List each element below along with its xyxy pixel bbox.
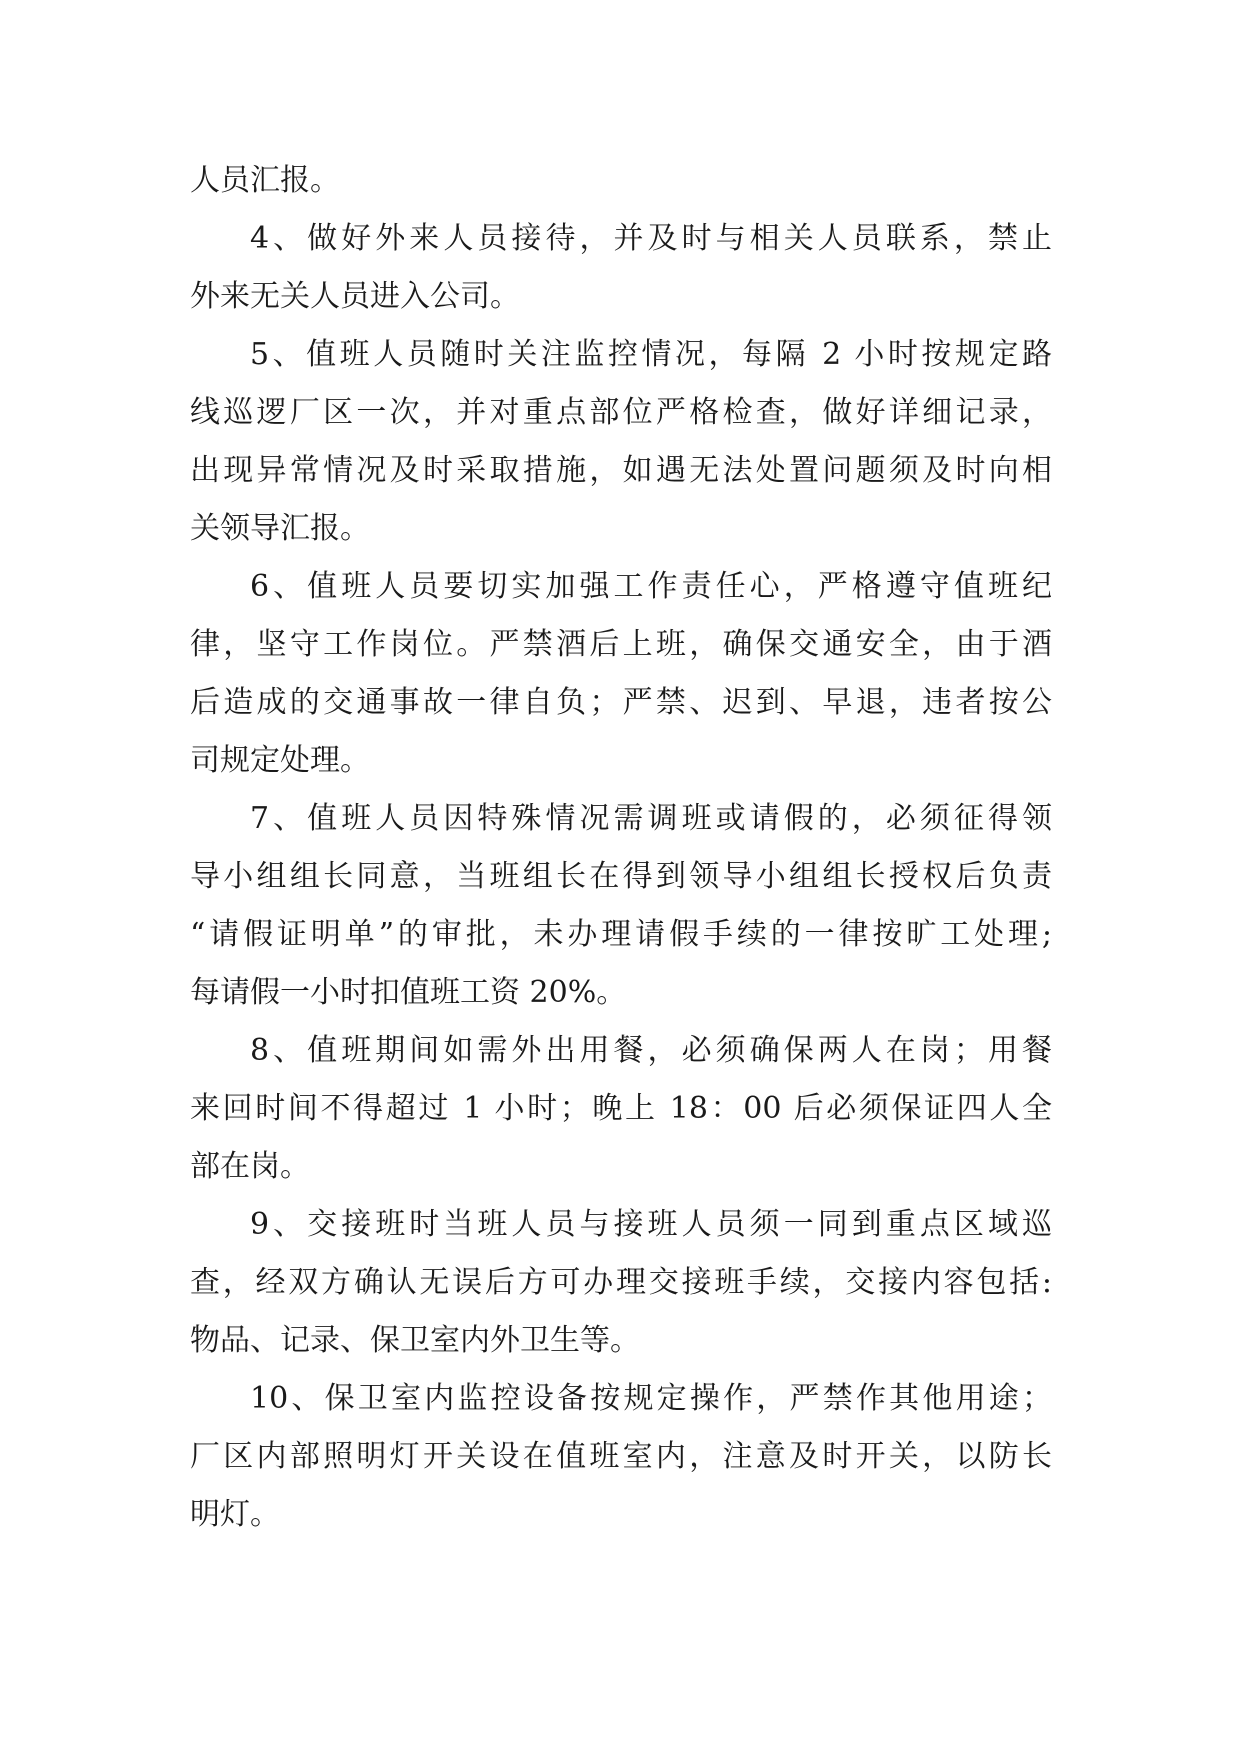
text-line: “请假证明单”的审批，未办理请假手续的一律按旷工处理; <box>190 917 1052 952</box>
text-line: 出现异常情况及时采取措施，如遇无法处置问题须及时向相 <box>190 453 1052 488</box>
text-line: 关领导汇报。 <box>190 511 370 546</box>
text-line: 9、交接班时当班人员与接班人员须一同到重点区域巡 <box>250 1207 1052 1242</box>
text-line: 10、保卫室内监控设备按规定操作，严禁作其他用途； <box>250 1381 1052 1416</box>
text-line: 8、值班期间如需外出用餐，必须确保两人在岗；用餐 <box>250 1033 1052 1068</box>
text-line: 律，坚守工作岗位。严禁酒后上班，确保交通安全，由于酒 <box>190 627 1052 662</box>
text-line: 来回时间不得超过 1 小时；晚上 18：00 后必须保证四人全 <box>190 1091 1052 1126</box>
text-line: 5、值班人员随时关注监控情况，每隔 2 小时按规定路 <box>250 337 1052 372</box>
text-line: 每请假一小时扣值班工资 20%。 <box>190 975 627 1010</box>
text-line: 物品、记录、保卫室内外卫生等。 <box>190 1323 640 1358</box>
text-line: 4、做好外来人员接待，并及时与相关人员联系，禁止 <box>250 221 1052 256</box>
text-line: 明灯。 <box>190 1497 280 1532</box>
text-line: 6、值班人员要切实加强工作责任心，严格遵守值班纪 <box>250 569 1052 604</box>
text-line: 部在岗。 <box>190 1149 310 1184</box>
document-body <box>190 152 1052 1544</box>
text-line: 外来无关人员进入公司。 <box>190 279 520 314</box>
text-line: 查，经双方确认无误后方可办理交接班手续，交接内容包括: <box>190 1265 1052 1300</box>
text-line: 后造成的交通事故一律自负；严禁、迟到、早退，违者按公 <box>190 685 1052 720</box>
text-line: 导小组组长同意，当班组长在得到领导小组组长授权后负责 <box>190 859 1052 894</box>
text-line: 人员汇报。 <box>190 163 340 198</box>
text-line: 司规定处理。 <box>190 743 370 778</box>
text-line: 线巡逻厂区一次，并对重点部位严格检查，做好详细记录， <box>190 395 1052 430</box>
text-line: 厂区内部照明灯开关设在值班室内，注意及时开关，以防长 <box>190 1439 1052 1474</box>
text-line: 7、值班人员因特殊情况需调班或请假的，必须征得领 <box>250 801 1052 836</box>
